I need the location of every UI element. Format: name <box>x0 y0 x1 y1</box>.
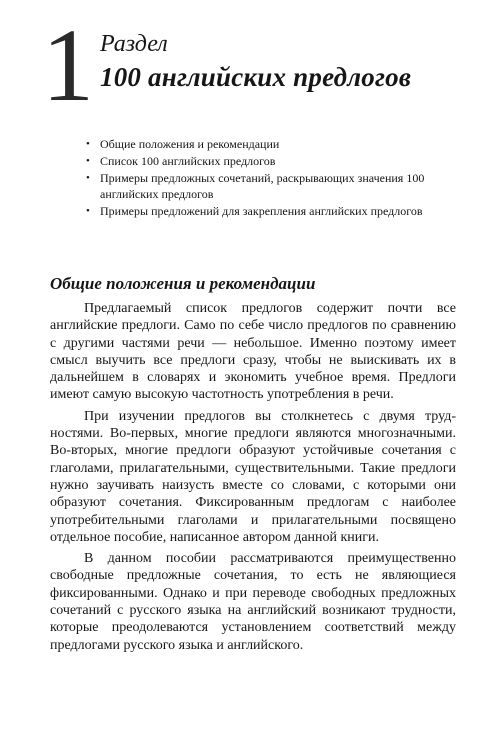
chapter-contents-list <box>86 136 466 220</box>
contents-item-text: Общие положения и рекомендации <box>100 137 280 151</box>
contents-item-text: Примеры предложений для закрепления английских предлогов <box>100 204 423 218</box>
bullet-icon: • <box>86 172 90 184</box>
bullet-icon: • <box>86 138 90 150</box>
contents-item-text: Примеры предложных сочетаний, раскрывающих значения 100 английских предлогов <box>100 171 425 201</box>
contents-item <box>86 170 466 202</box>
body-paragraph: При изучении предлогов вы столкнетесь с двумя трудностями. Во-первых, многие предлоги являются многозначными. Во-вторых, многие предлоги образуют устойчивые сочетания с глаголами, прилагательными, существительными. Такие предлоги нужно заучивать наизусть вместе со словами, с которыми они образуют сочетания. Фиксированным предлогам с наиболее употребительными глаголами и прилагательными посвящено отдельное пособие, написанное автором данной книги. <box>50 408 456 545</box>
bullet-icon: • <box>86 155 90 167</box>
contents-item <box>86 136 466 152</box>
body-paragraph: В данном пособии рассматриваются преимущественно свободные предложные сочетания, то есть не являющиеся фиксированными. Однако и при переводе свободных предложных сочетаний с русского языка на английский возникают трудности, которые преодолеваются установлением соответствий между предлогами русского языка и английского. <box>50 551 456 653</box>
contents-item <box>86 153 466 169</box>
section-body <box>50 300 456 658</box>
contents-item-text: Список 100 английских предлогов <box>100 154 276 168</box>
section-label: Раздел <box>100 31 168 57</box>
contents-item <box>86 203 466 219</box>
chapter-number: 1 <box>42 8 94 123</box>
body-paragraph: Предлагаемый список предлогов содержит почти все английские предлоги. Само по себе число предлогов по сравнению с другими частями речи — небольшое. Именно поэтому имеет смысл выучить все предлоги сразу, чтобы не выискивать их в дальнейшем в словарях и экономить учебное время. Предлоги имеют самую высокую частотность употребления в речи. <box>50 301 456 403</box>
section-heading: Общие положения и рекомендации <box>50 274 316 293</box>
chapter-title: 100 английских предлогов <box>100 62 412 92</box>
bullet-icon: • <box>86 205 90 217</box>
